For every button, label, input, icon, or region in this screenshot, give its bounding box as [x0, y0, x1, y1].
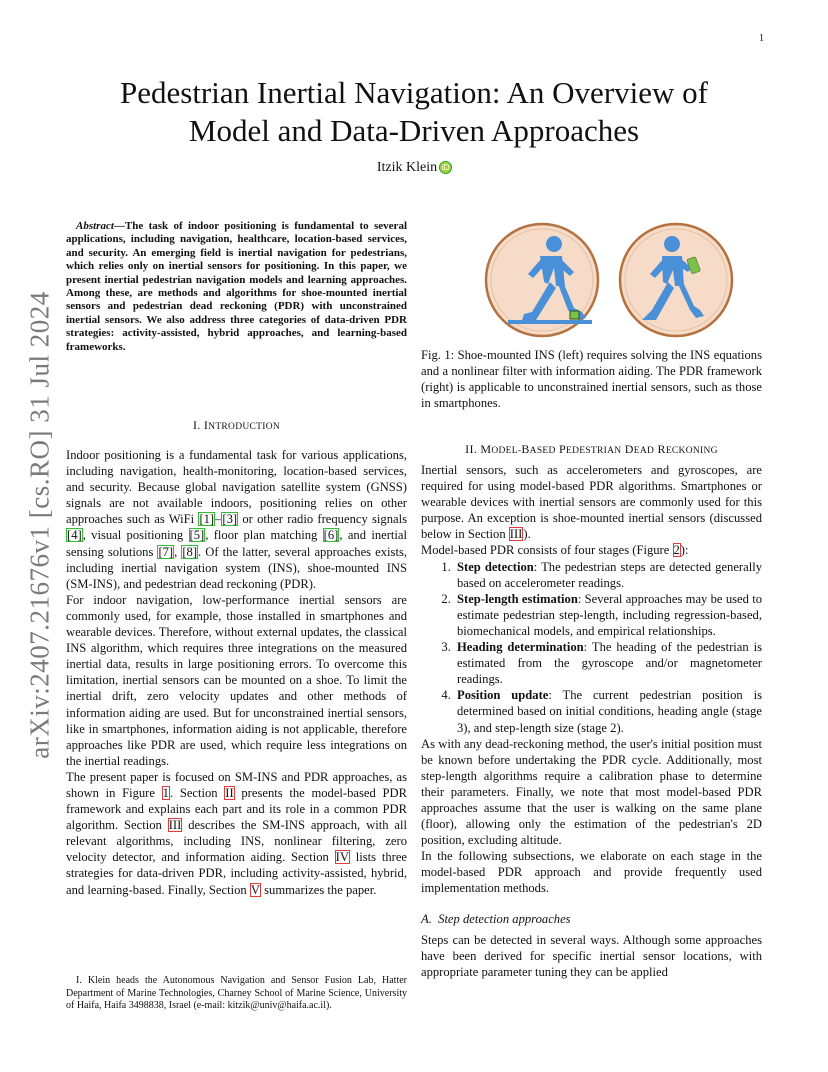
section-link[interactable]: II	[225, 785, 234, 800]
figure-link[interactable]: 2	[673, 543, 680, 558]
citation-link[interactable]: [1]	[199, 512, 215, 527]
figure-1-illustration	[470, 222, 750, 342]
section-title-initial: I	[203, 418, 209, 432]
section-heading-model-based-pdr: II. MODEL-BASED PEDESTRIAN DEAD RECKONING	[465, 442, 718, 456]
citation-link[interactable]: [7]	[158, 544, 174, 559]
list-item: 4. Position update: The current pedestrian position is determined based on initial conditions, heading angle (stage 3), and step-length size (stage 2).	[454, 687, 762, 735]
abstract-label: Abstract	[76, 220, 114, 232]
intro-paragraph-2: For indoor navigation, low-performance inertial sensors are commonly used, for example, those installed in smartphones and wearable devices. Therefore, without external updates, the classical INS algorithm, which requires three integrations on the measured inertial data, results in large positioning errors. To overcome this limitation, inertial sensors can be mounted on a shoe. To limit the inertial drift, zero velocity updates and other methods of information aiding are used. But for unconstrained inertial sensors, like in smartphones, information aiding is not applicable, therefore approaches like PDR are used, which require less integrations on the inertial readings.	[66, 592, 407, 768]
list-item: 2. Step-length estimation: Several approaches may be used to estimate pedestrian step-length, including regression-based, biomechanical models, and empirical relationships.	[454, 591, 762, 639]
citation-link[interactable]: [3]	[222, 512, 238, 527]
section-link[interactable]: III	[509, 527, 523, 542]
step-detection-paragraph: Steps can be detected in several ways. Although some approaches have been derived for specific inertial sensor locations, with appropriate parameter tuning they can be applied	[421, 932, 762, 979]
citation-link[interactable]: [6]	[323, 528, 339, 543]
section-title-rest: NTRODUCTION	[208, 422, 281, 432]
intro-paragraph-1: Indoor positioning is a fundamental task for various applications, including navigation, health-monitoring, location-based services, and security. Because global navigation satellite system (GNSS) signals are not available indoors, positioning relies on other approaches such as WiFi [1]–[3] or other radio frequency signals [4], visual positioning [5], floor plan matching [6], and inertial sensing solutions [7], [8]. Of the latter, several approaches exists, including inertial navigation system (INS), shoe-mounted INS (SM-INS), and pedestrian dead reckoning (PDR).	[66, 448, 407, 591]
list-item: 1. Step detection: The pedestrian steps are detected generally based on accelerometer readings.	[454, 559, 762, 591]
author-line	[0, 160, 828, 176]
shoe-sensor-icon	[570, 311, 579, 319]
intro-paragraph-3: The present paper is focused on SM-INS and PDR approaches, as shown in Figure 1. Section II presents the model-based PDR framework and explains each part and its role in a common PDR algorithm. Section III describes the SM-INS approach, with all relevant algorithms, including INS, nonlinear filtering, zero velocity detector, and information aiding. Section IV lists three strategies for data-driven PDR, including activity-assisted, hybrid, and learning-based. Finally, Section V summarizes the paper.	[66, 769, 407, 897]
pdr-paragraph-1: Inertial sensors, such as accelerometers and gyroscopes, are required for using model-based PDR algorithms. Smartphones or wearable devices with inertial sensors are commonly used for this purpose. An exception is shoe-mounted inertial sensors (discussed below in Section III).	[421, 463, 762, 542]
paper-title: Pedestrian Inertial Navigation: An Overview of Model and Data-Driven Approaches	[120, 75, 708, 148]
section-link[interactable]: V	[250, 882, 260, 897]
section-heading-introduction	[66, 418, 407, 433]
citation-link[interactable]: [5]	[189, 528, 205, 543]
section-link[interactable]: III	[168, 818, 182, 833]
figure-1-caption: Fig. 1: Shoe-mounted INS (left) requires solving the INS equations and a nonlinear filter with information aiding. The PDR framework (right) is applicable to unconstrained inertial sensors, such as those in smartphones.	[421, 348, 762, 411]
pdr-stages-list	[421, 559, 762, 736]
citation-link[interactable]: [4]	[67, 528, 82, 543]
abstract-text: —The task of indoor positioning is fundamental to several applications, including navigation, healthcare, location-based services, and security. An emerging field is inertial navigation for pedestrians, which relies only on inertial sensors for positioning. In this paper, we present inertial pedestrian navigation models and learning approaches. Among these, are methods and algorithms for shoe-mounted inertial sensors and pedestrian dead reckoning (PDR) with unconstrained inertial sensors. We also address three categories of data-driven PDR strategies: activity-assisted, hybrid approaches, and learning-based frameworks.	[66, 220, 407, 353]
arxiv-identifier: arXiv:2407.21676v1 [cs.RO] 31 Jul 2024	[24, 291, 55, 759]
pdr-paragraph-2: Model-based PDR consists of four stages (Figure 2):	[421, 543, 689, 558]
page-number: 1	[759, 33, 764, 44]
pdr-smartphone-circle	[620, 224, 732, 336]
section-2-body	[421, 462, 762, 980]
introduction-body	[66, 447, 407, 898]
author-name: Itzik Klein	[376, 160, 438, 175]
section-link[interactable]: IV	[335, 850, 349, 865]
pdr-paragraph-4: In the following subsections, we elaborate on each stage in the model-based PDR approach and provide frequently used implementation methods.	[421, 849, 762, 896]
shoe-mounted-ins-circle	[486, 224, 598, 336]
pdr-paragraph-3: As with any dead-reckoning method, the user's initial position must be known before undertaking the PDR cycle. Additionally, most step-length algorithms require a calibration phase to determine their parameters. Finally, we note that most model-based PDR approaches assume that the user is walking on the same plane (floor), allowing only the estimation of the pedestrian's 2D position, excluding altitude.	[421, 736, 762, 848]
subsection-heading-step-detection: A. Step detection approaches	[421, 911, 571, 926]
abstract	[66, 220, 407, 354]
orcid-icon[interactable]: iD	[441, 163, 450, 172]
list-item: 3. Heading determination: The heading of the pedestrian is estimated from the gyroscope and/or magnetometer readings.	[454, 639, 762, 687]
citation-link[interactable]: [8]	[182, 544, 198, 559]
section-numeral: I.	[192, 418, 201, 432]
figure-link[interactable]: 1	[162, 785, 169, 800]
footnote: I. Klein heads the Autonomous Navigation and Sensor Fusion Lab, Hatter Department of Marine Technologies, Charney School of Marine Science, University of Haifa, Haifa 3498838, Israel (e-mail: kitzik@univ@haifa.ac.il).	[66, 975, 407, 1012]
